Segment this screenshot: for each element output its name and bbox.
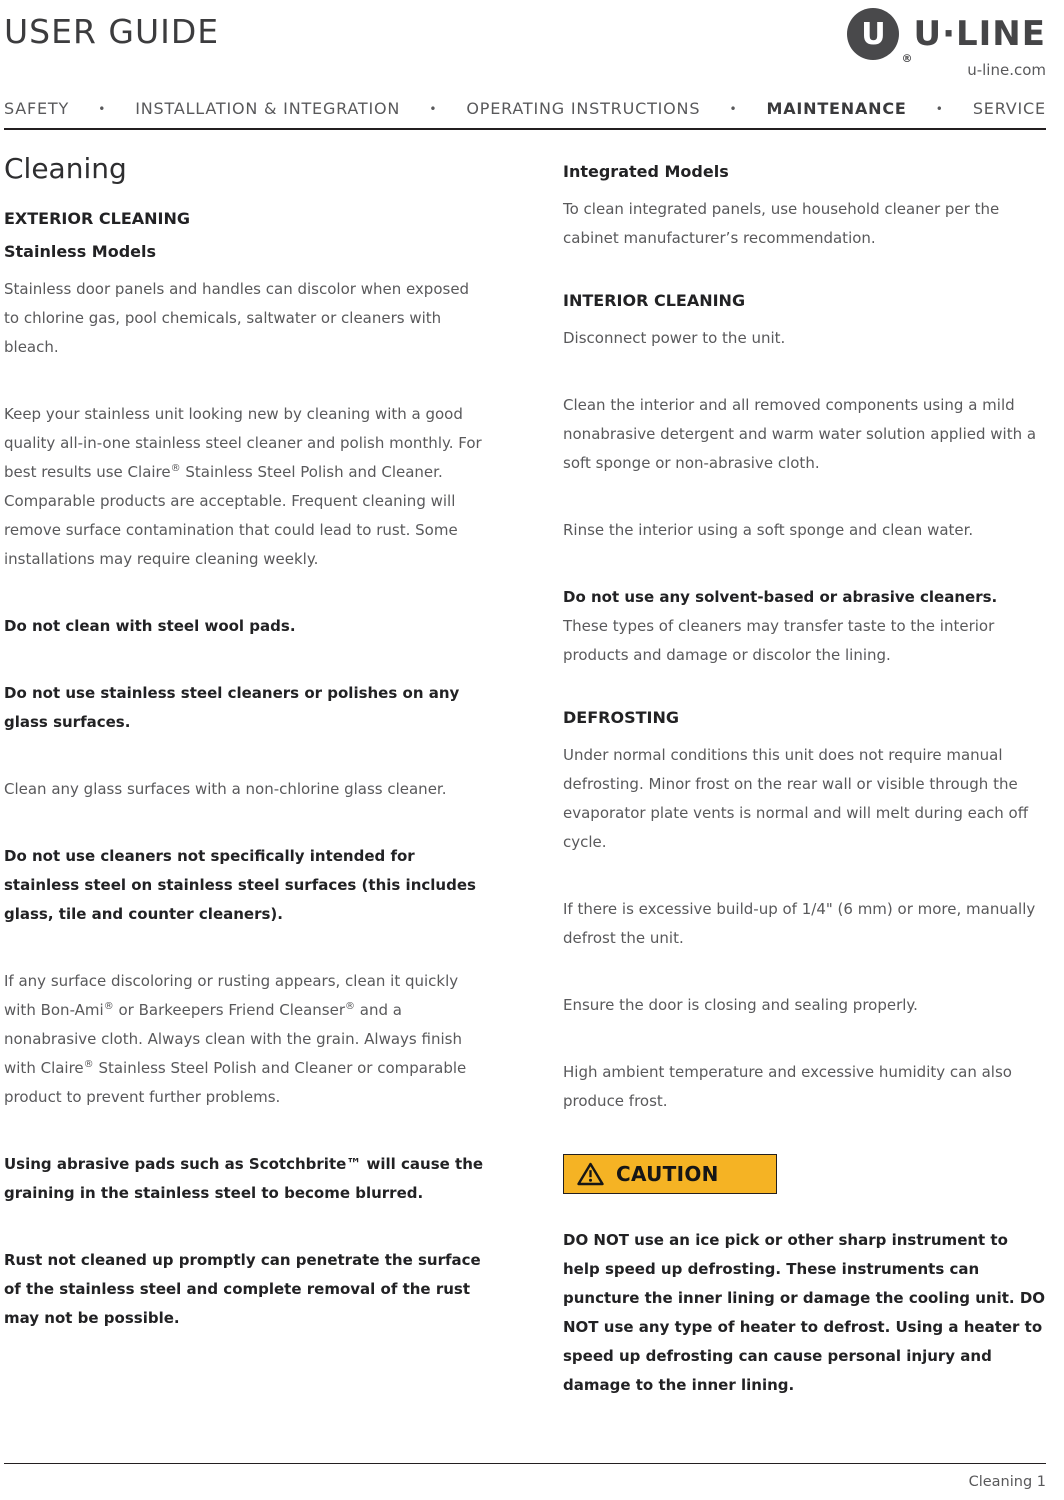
paragraph-defrost-normal: Under normal conditions this unit does not require manual defrosting. Minor frost on the rear wall or visible through the evaporator plate vents is normal and will melt during each off cycle. [563,746,1029,851]
uline-logo-row [847,8,1046,65]
bullet-separator-icon: • [429,101,438,116]
paragraph-humidity-frost: High ambient temperature and excessive humidity can also produce frost. [563,1063,1012,1110]
nav-item-installation-integration: INSTALLATION & INTEGRATION [135,99,401,118]
warning-no-steel-wool: Do not clean with steel wool pads. [4,617,296,635]
page-content [4,130,1046,1463]
paragraph-integrated-panels: To clean integrated panels, use household cleaner per the cabinet manufacturer’s recommendation. [563,200,1000,247]
caution-box [563,1154,777,1194]
header-top-row [4,8,1046,79]
paragraph-keep-stainless-new: Keep your stainless unit looking new by cleaning with a good quality all-in-one stainless steel cleaner and polish monthly. For best results use Claire® Stainless Steel Polish and Cleaner. Comparable products are acceptable. Frequent cleaning will remove surface contamination that could lead to rust. Some installations may require cleaning weekly. [4,405,482,568]
caution-label: CAUTION [616,1162,719,1186]
page-title: Cleaning [4,152,127,185]
integrated-models-heading: Integrated Models [563,162,729,181]
paragraph-rinse-interior: Rinse the interior using a soft sponge and clean water. [563,521,974,539]
paragraph-glass-cleaner: Clean any glass surfaces with a non-chlorine glass cleaner. [4,780,447,798]
registered-trademark: ® [901,52,913,65]
bullet-separator-icon: • [729,101,738,116]
warning-no-solvent-cleaners: Do not use any solvent-based or abrasive cleaners. These types of cleaners may transfer taste to the interior products and damage or discolor the lining. [563,588,998,664]
right-column [563,152,1046,1463]
nav-item-safety: SAFETY [4,99,70,118]
nav-item-service: SERVICE [972,99,1046,118]
uline-logo [847,8,1046,79]
nav-item-operating-instructions: OPERATING INSTRUCTIONS [466,99,701,118]
exterior-cleaning-heading: EXTERIOR CLEANING [4,209,190,228]
stainless-models-heading: Stainless Models [4,242,157,261]
section-nav [4,99,1046,118]
user-guide-title: USER GUIDE [4,12,220,51]
bullet-separator-icon: • [98,101,107,116]
warning-no-polish-on-glass: Do not use stainless steel cleaners or polishes on any glass surfaces. [4,684,460,731]
uline-logo-icon [847,8,913,65]
bullet-separator-icon: • [935,101,944,116]
logo-monogram: U [861,16,886,52]
uline-wordmark: U·LINE [913,14,1046,54]
warning-abrasive-pads: Using abrasive pads such as Scotchbrite™ will cause the graining in the stainless steel to become blurred. [4,1155,484,1202]
uline-website-url: u-line.com [967,61,1046,79]
paragraph-rust-treatment: If any surface discoloring or rusting appears, clean it quickly with Bon-Ami® or Barkeepers Friend Cleanser® and a nonabrasive cloth. Always clean with the grain. Always finish with Claire® Stainless Steel Polish and Cleaner or comparable product to prevent further problems. [4,972,467,1106]
interior-cleaning-heading: INTERIOR CLEANING [563,291,746,310]
paragraph-clean-interior: Clean the interior and all removed components using a mild nonabrasive detergent and warm water solution applied with a soft sponge or non-abrasive cloth. [563,396,1037,472]
paragraph-frost-buildup: If there is excessive build-up of 1/4" (6 mm) or more, manually defrost the unit. [563,900,1036,947]
warning-rust-penetration: Rust not cleaned up promptly can penetrate the surface of the stainless steel and complete removal of the rust may not be possible. [4,1251,481,1327]
warning-triangle-icon [577,1162,604,1186]
page-footer-label: Cleaning 1 [968,1474,1046,1490]
page-footer [4,1463,1046,1490]
defrosting-heading: DEFROSTING [563,708,679,727]
warning-cleaners-not-intended: Do not use cleaners not specifically intended for stainless steel on stainless steel surfaces (this includes glass, tile and counter cleaners). [4,847,476,923]
nav-item-maintenance: MAINTENANCE [766,99,907,118]
left-column [4,152,487,1463]
page-header [4,8,1046,130]
paragraph-door-sealing: Ensure the door is closing and sealing properly. [563,996,918,1014]
caution-ice-pick-text: DO NOT use an ice pick or other sharp instrument to help speed up defrosting. These instruments can puncture the inner lining or damage the cooling unit. DO NOT use any type of heater to defrost. Using a heater to speed up defrosting can cause personal injury and damage to the inner lining. [563,1231,1046,1394]
paragraph-disconnect-power: Disconnect power to the unit. [563,329,786,347]
paragraph-stainless-discolor: Stainless door panels and handles can discolor when exposed to chlorine gas, pool chemicals, saltwater or cleaners with bleach. [4,280,470,356]
